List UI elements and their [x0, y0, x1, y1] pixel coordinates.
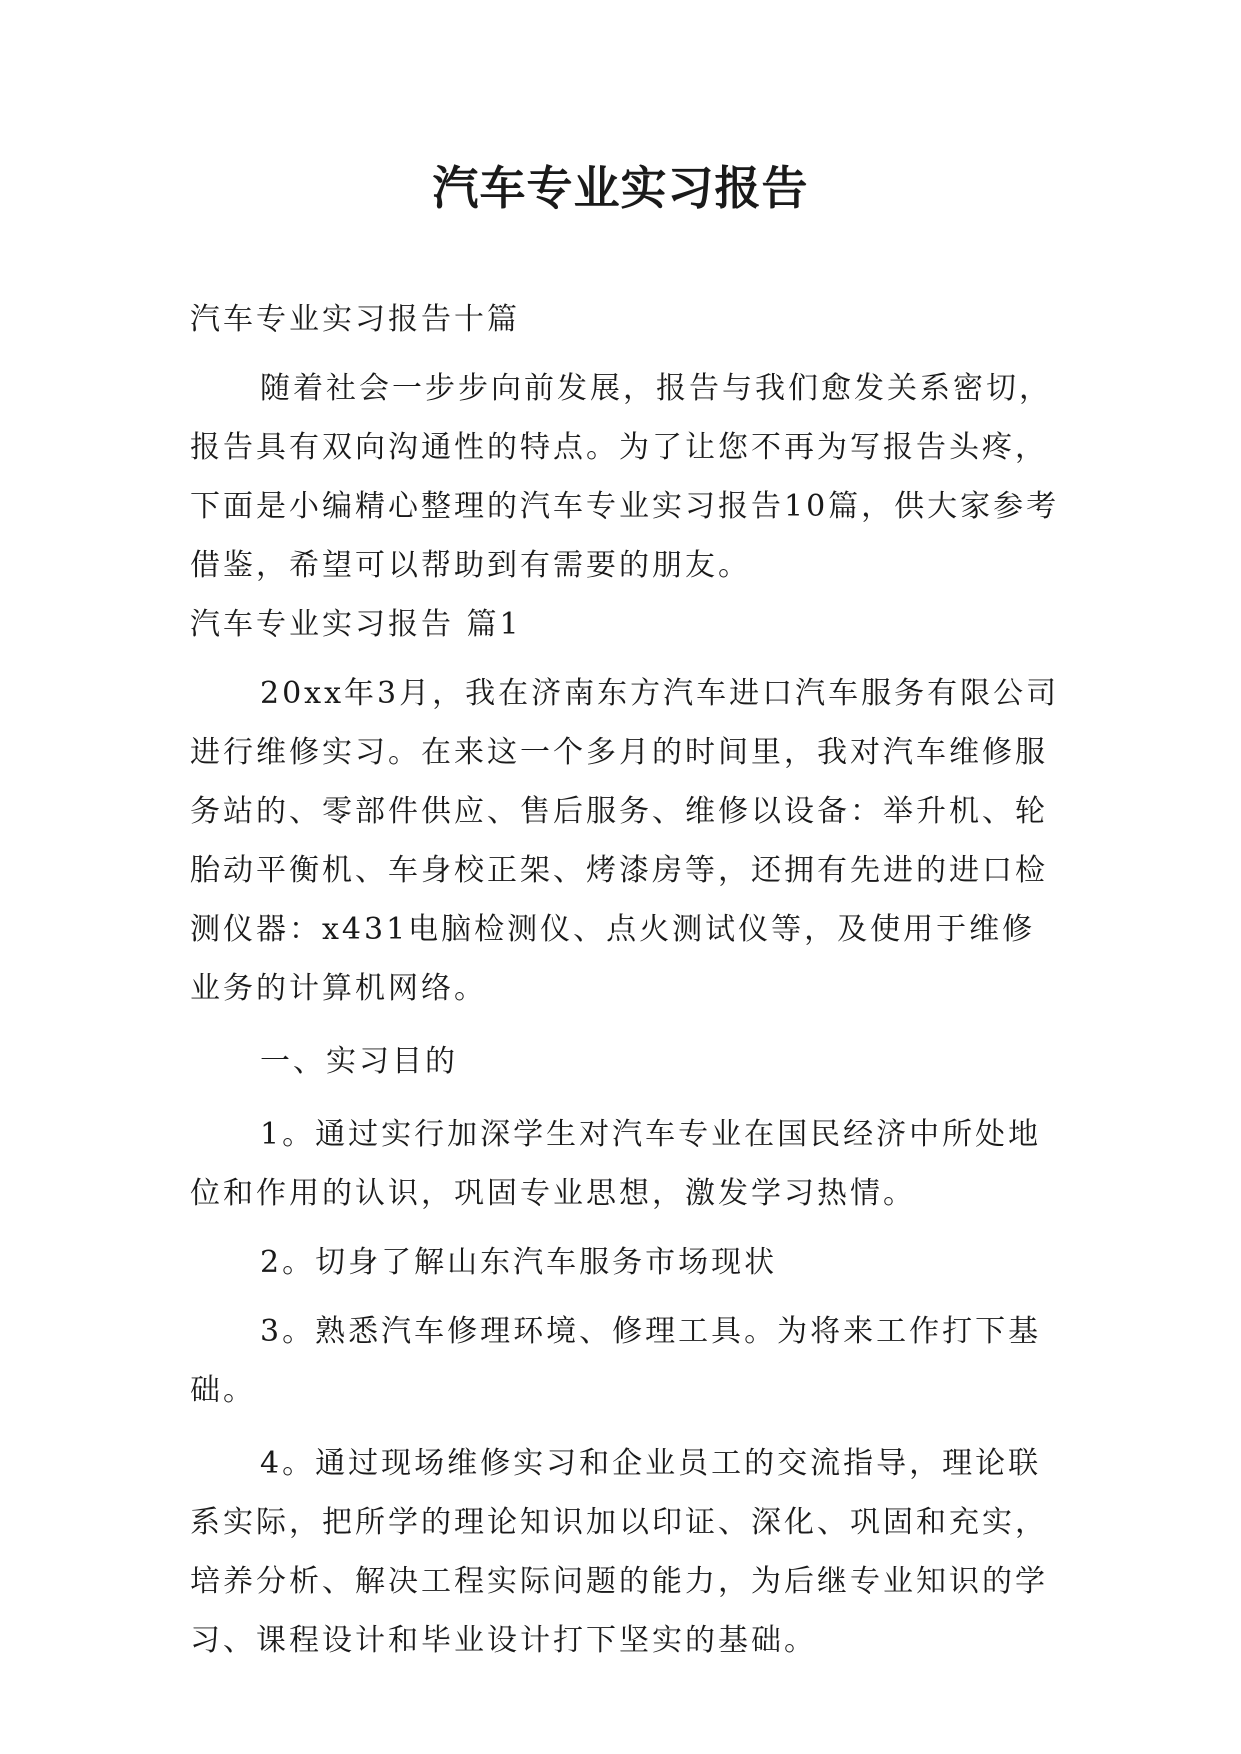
list-item: 1。通过实行加深学生对汽车专业在国民经济中所处地位和作用的认识，巩固专业思想，激发学习热情。	[190, 1117, 1042, 1211]
intro-paragraph: 随着社会一步步向前发展，报告与我们愈发关系密切，报告具有双向沟通性的特点。为了让您不再为写报告头疼，下面是小编精心整理的汽车专业实习报告10篇，供大家参考借鉴，希望可以帮助到有需要的朋友。	[190, 371, 1060, 583]
section-heading: 汽车专业实习报告 篇1	[190, 607, 522, 642]
list-item: 2。切身了解山东汽车服务市场现状	[260, 1245, 778, 1280]
body-paragraph: 20xx年3月，我在济南东方汽车进口汽车服务有限公司进行维修实习。在来这一个多月的时间里，我对汽车维修服务站的、零部件供应、售后服务、维修以设备：举升机、轮胎动平衡机、车身校正架、烤漆房等，还拥有先进的进口检测仪器：x431电脑检测仪、点火测试仪等，及使用于维修业务的计算机网络。	[190, 676, 1060, 1006]
list-item: 4。通过现场维修实习和企业员工的交流指导，理论联系实际，把所学的理论知识加以印证、深化、巩固和充实，培养分析、解决工程实际问题的能力，为后继专业知识的学习、课程设计和毕业设计打下坚实的基础。	[190, 1446, 1048, 1658]
subsection-heading: 一、实习目的	[260, 1044, 458, 1079]
document-body	[190, 290, 1062, 1670]
document-title: 汽车专业实习报告	[432, 161, 809, 215]
list-item: 3。熟悉汽车修理环境、修理工具。为将来工作打下基础。	[190, 1314, 1042, 1408]
subtitle-line: 汽车专业实习报告十篇	[190, 302, 520, 337]
